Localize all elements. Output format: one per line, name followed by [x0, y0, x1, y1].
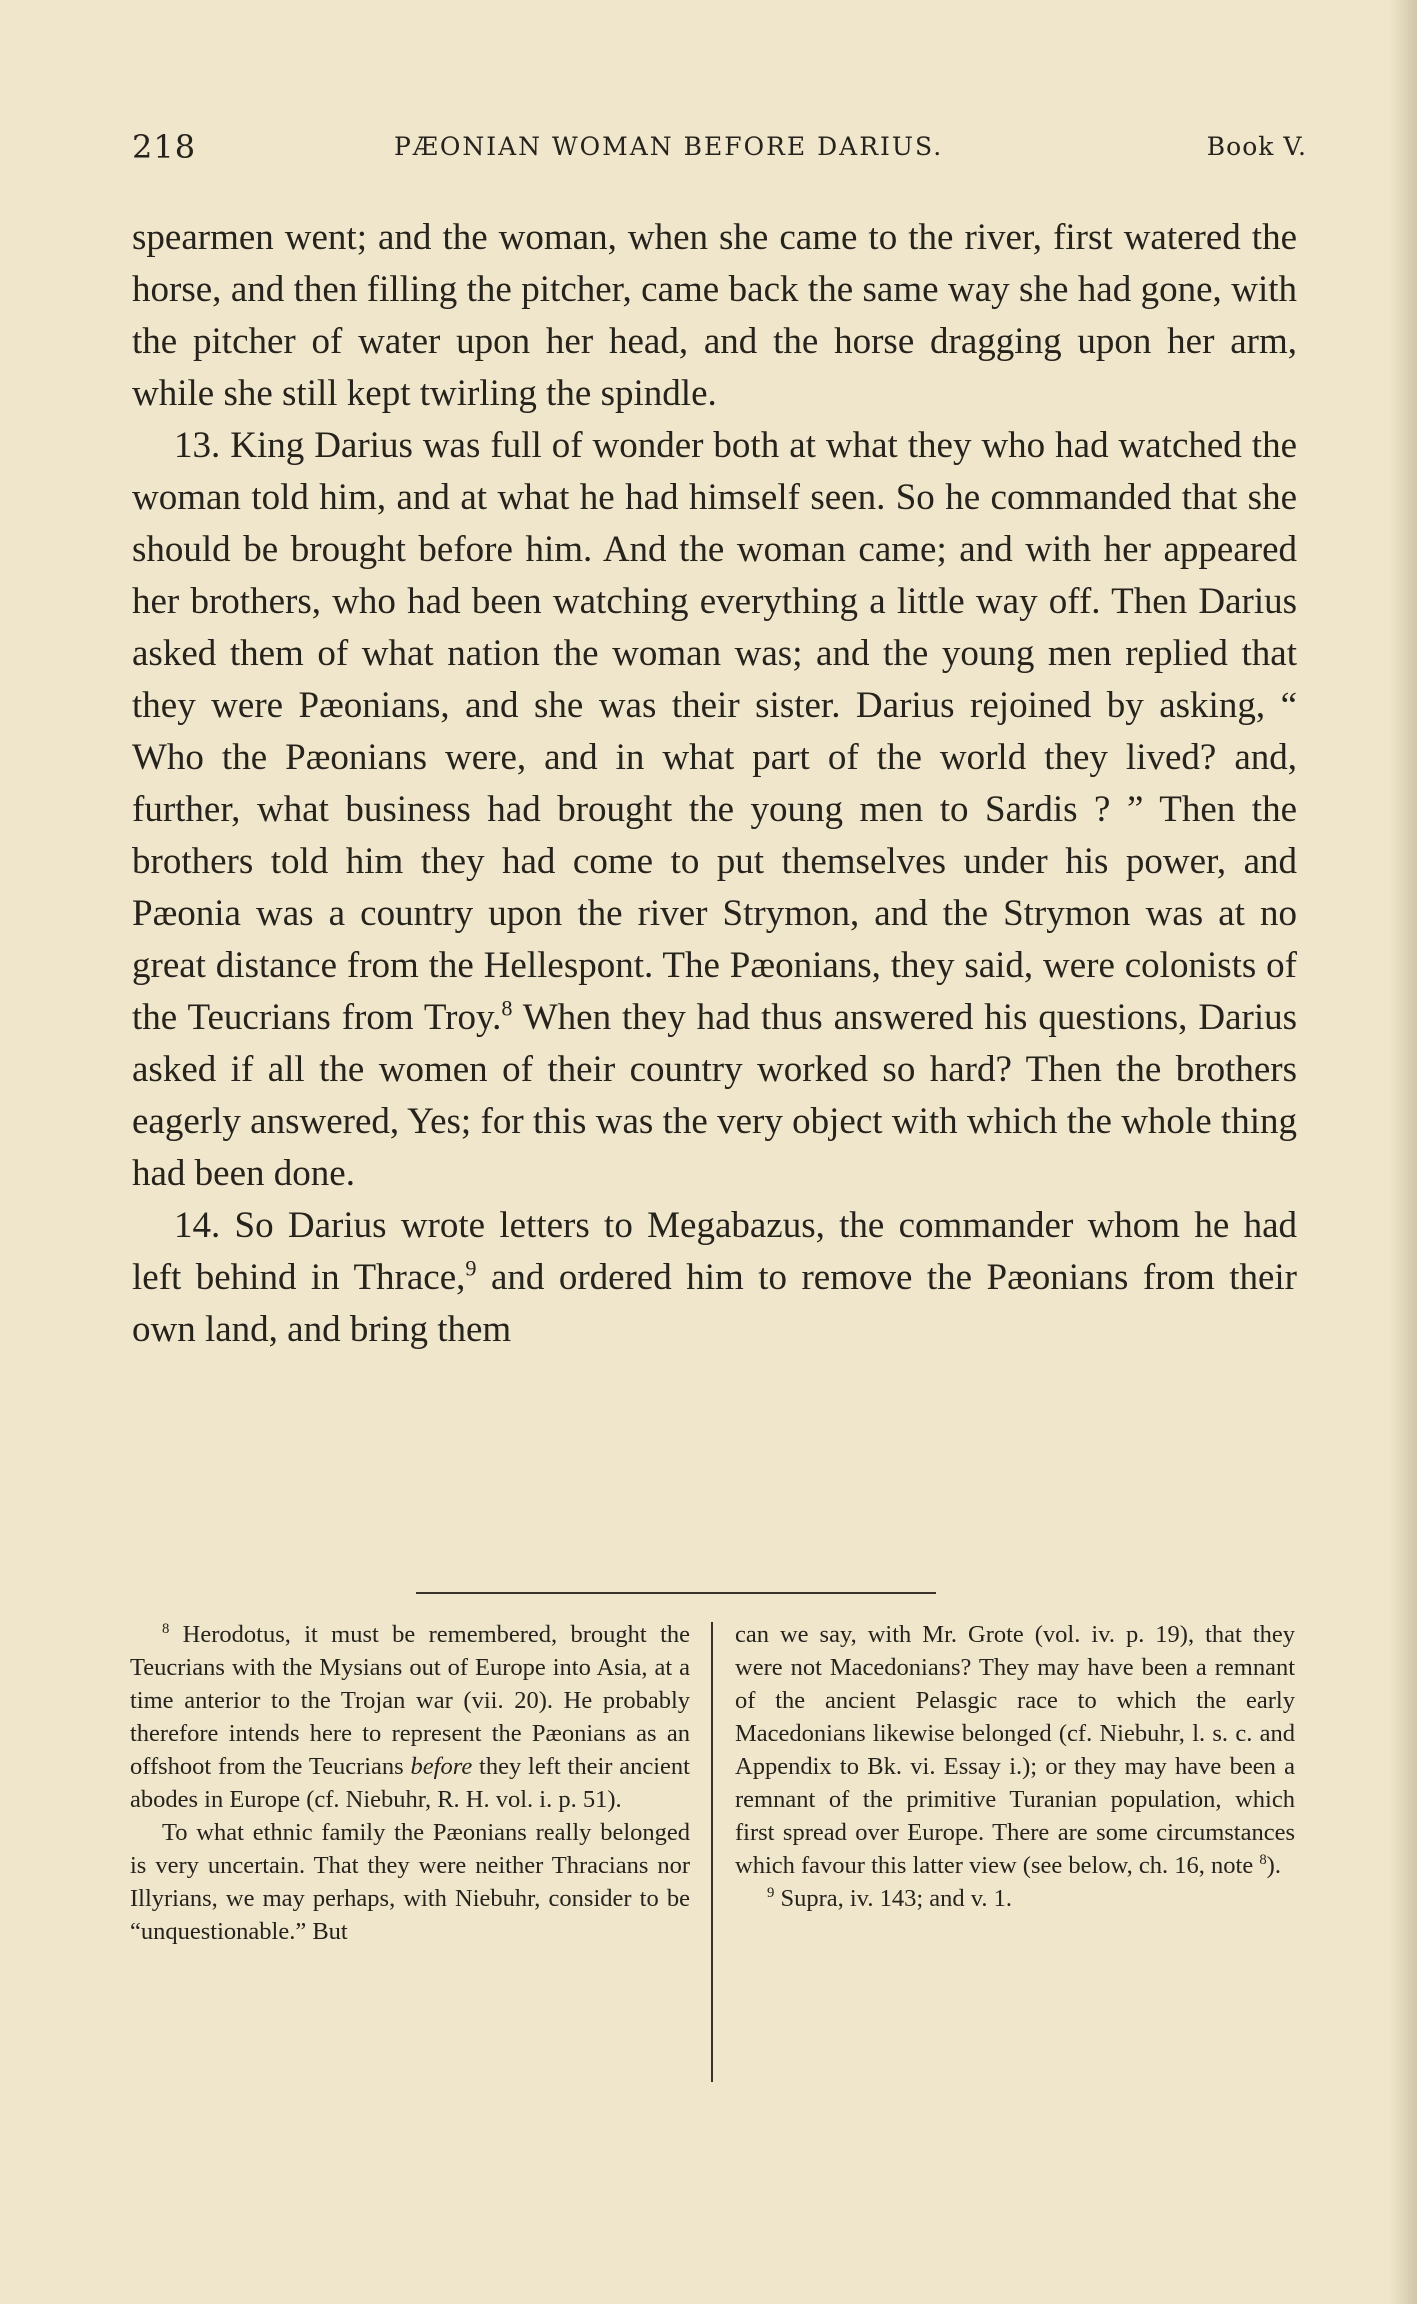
page-number: 218 [132, 128, 197, 166]
running-title: PÆONIAN WOMAN BEFORE DARIUS. [394, 132, 944, 161]
main-text [132, 212, 1297, 1356]
footnote-column-right [735, 1618, 1295, 1915]
page-edge-shadow [1389, 0, 1417, 2304]
footnote-8-paragraph-2: To what ethnic family the Pæonians really belonged is very uncertain. That they were neither Thracians nor Illyrians, we may perhaps, with Niebuhr, consider to be “unquestionable.” But [130, 1819, 690, 1945]
footnote-8-continued: can we say, with Mr. Grote (vol. iv. p. 19), that they were not Macedonians? They may have been a remnant of the ancient Pelasgic race to which the early Macedonians likewise belonged (cf. Niebuhr, l. s. c. and Appendix to Bk. vi. Essay i.); or they may have been a remnant of the primitive Turanian population, which first spread over Europe. There are some circumstances which favour this latter view (see below, ch. 16, note $^8$). [735, 1621, 1295, 1879]
footnote-column-divider [711, 1622, 713, 2082]
footnote-rule [416, 1592, 936, 1594]
footnote-mark-8: 8 [162, 1620, 170, 1637]
paragraph-13: 13. King Darius was full of wonder both at what they who had watched the woman told him, and at what he had himself seen. So he commanded that she should be brought before him. And the woman came; and with her appeared her brothers, who had been watching everything a little way off. Then Darius asked them of what nation the woman was; and the young men replied that they were Pæonians, and she was their sister. Darius rejoined by asking, “ Who the Pæonians were, and in what part of the world they lived? and, further, what business had brought the young men to Sardis ? ” Then the brothers told him they had come to put themselves under his power, and Pæonia was a country upon the river Strymon, and the Strymon was at no great distance from the Hellespont. The Pæonians, they said, were colonists of the Teucrians from Troy.$^8$ When they had thus answered his questions, Darius asked if all the women of their country worked so hard? Then the brothers eagerly answered, Yes; for this was the very object with which the whole thing had been done. [132, 425, 1297, 1194]
footnote-ref-8[interactable]: 8 [501, 995, 513, 1021]
footnote-9: $^9$ Supra, iv. 143; and v. 1. [767, 1884, 1013, 1912]
paragraph-continued: spearmen went; and the woman, when she came to the river, first watered the horse, and then filling the pitcher, came back the same way she had gone, with the pitcher of water upon her head, and the horse dragging upon her arm, while she still kept twirling the spindle. [132, 217, 1297, 414]
footnote-ref-9[interactable]: 9 [465, 1255, 477, 1281]
paragraph-14: 14. So Darius wrote letters to Megabazus, the commander whom he had left behind in Thrace,$^9$ and ordered him to remove the Pæonians from their own land, and bring them [132, 1205, 1297, 1350]
footnote-column-left [130, 1618, 690, 1948]
footnote-mark-9: 9 [767, 1884, 775, 1901]
footnote-8: $^8$ Herodotus, it must be remembered, brought the Teucrians with the Mysians out of Europe into Asia, at a time anterior to the Trojan war (vii. 20). He probably therefore intends here to represent the Pæonians as an offshoot from the Teucrians before they left their ancient abodes in Europe (cf. Niebuhr, R. H. vol. i. p. 51). [130, 1620, 690, 1813]
footnote-note-ref: 8 [1259, 1851, 1267, 1868]
running-header [132, 128, 1307, 168]
book-label: Book V. [1206, 132, 1307, 161]
